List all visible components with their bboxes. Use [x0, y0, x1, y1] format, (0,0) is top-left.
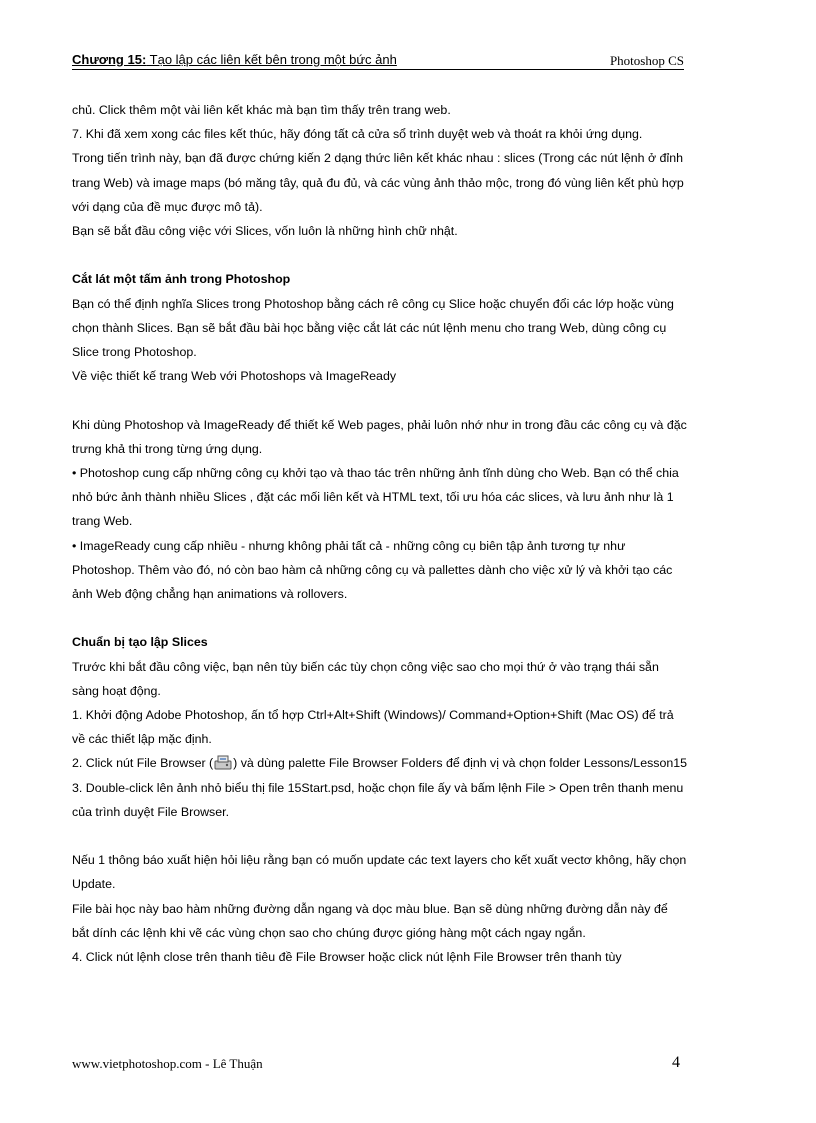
paragraph: Trong tiến trình này, bạn đã được chứng kiến 2 dạng thức liên kết khác nhau : slices (Trong các nút lệnh ở đỉnh trang Web) và image maps (bó măng tây, quả đu đủ, và các vùng ảnh thảo mộc, trong đó vùng liên kết phù hợp với dạng của đề mục được mô tả).: [72, 151, 684, 214]
paragraph: 1. Khởi động Adobe Photoshop, ấn tổ hợp Ctrl+Alt+Shift (Windows)/ Command+Option+Shift (Mac OS) để trả về các thiết lập mặc định.: [72, 708, 674, 747]
paragraph: 7. Khi đã xem xong các files kết thúc, hãy đóng tất cả cửa sổ trình duyệt web và thoát ra khỏi ứng dụng.: [72, 127, 643, 142]
paragraph: Về việc thiết kế trang Web với Photoshops và ImageReady: [72, 369, 397, 384]
paragraph: Bạn có thể định nghĩa Slices trong Photoshop bằng cách rê công cụ Slice hoặc chuyển đổi các lớp hoặc vùng chọn thành Slices. Bạn sẽ bắt đầu bài học bằng việc cắt lát các nút lệnh menu cho trang Web, dùng công cụ Slice trong Photoshop.: [72, 296, 674, 360]
paragraph: 4. Click nút lệnh close trên thanh tiêu đề File Browser hoặc click nút lệnh File Browser trên thanh tùy: [72, 950, 622, 965]
step-text: ) và dùng palette File Browser Folders để định vị và chọn folder Lessons/Lesson15: [233, 756, 688, 771]
book-title: Photoshop CS: [609, 53, 684, 68]
paragraph: Trước khi bắt đầu công việc, bạn nên tùy biến các tùy chọn công việc sao cho mọi thứ ở vào trạng thái sẵn sàng hoạt động.: [72, 659, 659, 698]
paragraph: Nếu 1 thông báo xuất hiện hỏi liệu rằng bạn có muốn update các text layers cho kết xuất vectơ không, hãy chọn Update.: [72, 853, 687, 892]
paragraph: [72, 751, 688, 775]
chapter-title: Tạo lập các liên kết bên trong một bức ảnh: [146, 52, 397, 67]
chapter-label: Chương 15:: [72, 52, 147, 67]
section-heading: Cắt lát một tấm ảnh trong Photoshop: [72, 272, 291, 287]
page-header: [72, 52, 684, 70]
page-body: [72, 98, 688, 969]
paragraph: File bài học này bao hàm những đường dẫn ngang và dọc màu blue. Bạn sẽ dùng những đường dẫn này để bắt dính các lệnh khi vẽ các vùng chọn sao cho chúng được gióng hàng một cách ngay ngắn.: [72, 901, 668, 940]
paragraph: 3. Double-click lên ảnh nhỏ biểu thị file 15Start.psd, hoặc chọn file ấy và bấm lệnh File > Open trên thanh menu của trình duyệt File Browser.: [72, 780, 684, 819]
chapter-heading: [72, 52, 397, 68]
paragraph: Khi dùng Photoshop và ImageReady để thiết kế Web pages, phải luôn nhớ như in trong đầu các công cụ và đặc trưng khả thi trong từng ứng dụng.: [72, 417, 687, 456]
bullet-paragraph: • ImageReady cung cấp nhiều - nhưng không phải tất cả - những công cụ biên tập ảnh tương tự như Photoshop. Thêm vào đó, nó còn bao hàm cả những công cụ và pallettes dành cho việc xử lý và khởi tạo các ảnh Web động chẳng hạn animations và rollovers.: [72, 538, 673, 602]
bullet-paragraph: • Photoshop cung cấp những công cụ khởi tạo và thao tác trên những ảnh tĩnh dùng cho Web. Bạn có thể chia nhỏ bức ảnh thành nhiều Slices , đặt các mối liên kết và HTML text, tối ưu hóa các slices, và lưu ảnh như là 1 trang Web.: [72, 466, 679, 529]
section-heading: Chuẩn bị tạo lập Slices: [72, 635, 208, 650]
page-number: 4: [672, 1054, 680, 1071]
paragraph: Bạn sẽ bắt đầu công việc với Slices, vốn luôn là những hình chữ nhật.: [72, 224, 458, 239]
step-text: 2. Click nút File Browser (: [72, 756, 214, 771]
paragraph: chủ. Click thêm một vài liên kết khác mà bạn tìm thấy trên trang web.: [72, 103, 451, 117]
file-browser-icon: [214, 754, 232, 770]
footer-site: www.vietphotoshop.com - Lê Thuận: [72, 1056, 263, 1071]
